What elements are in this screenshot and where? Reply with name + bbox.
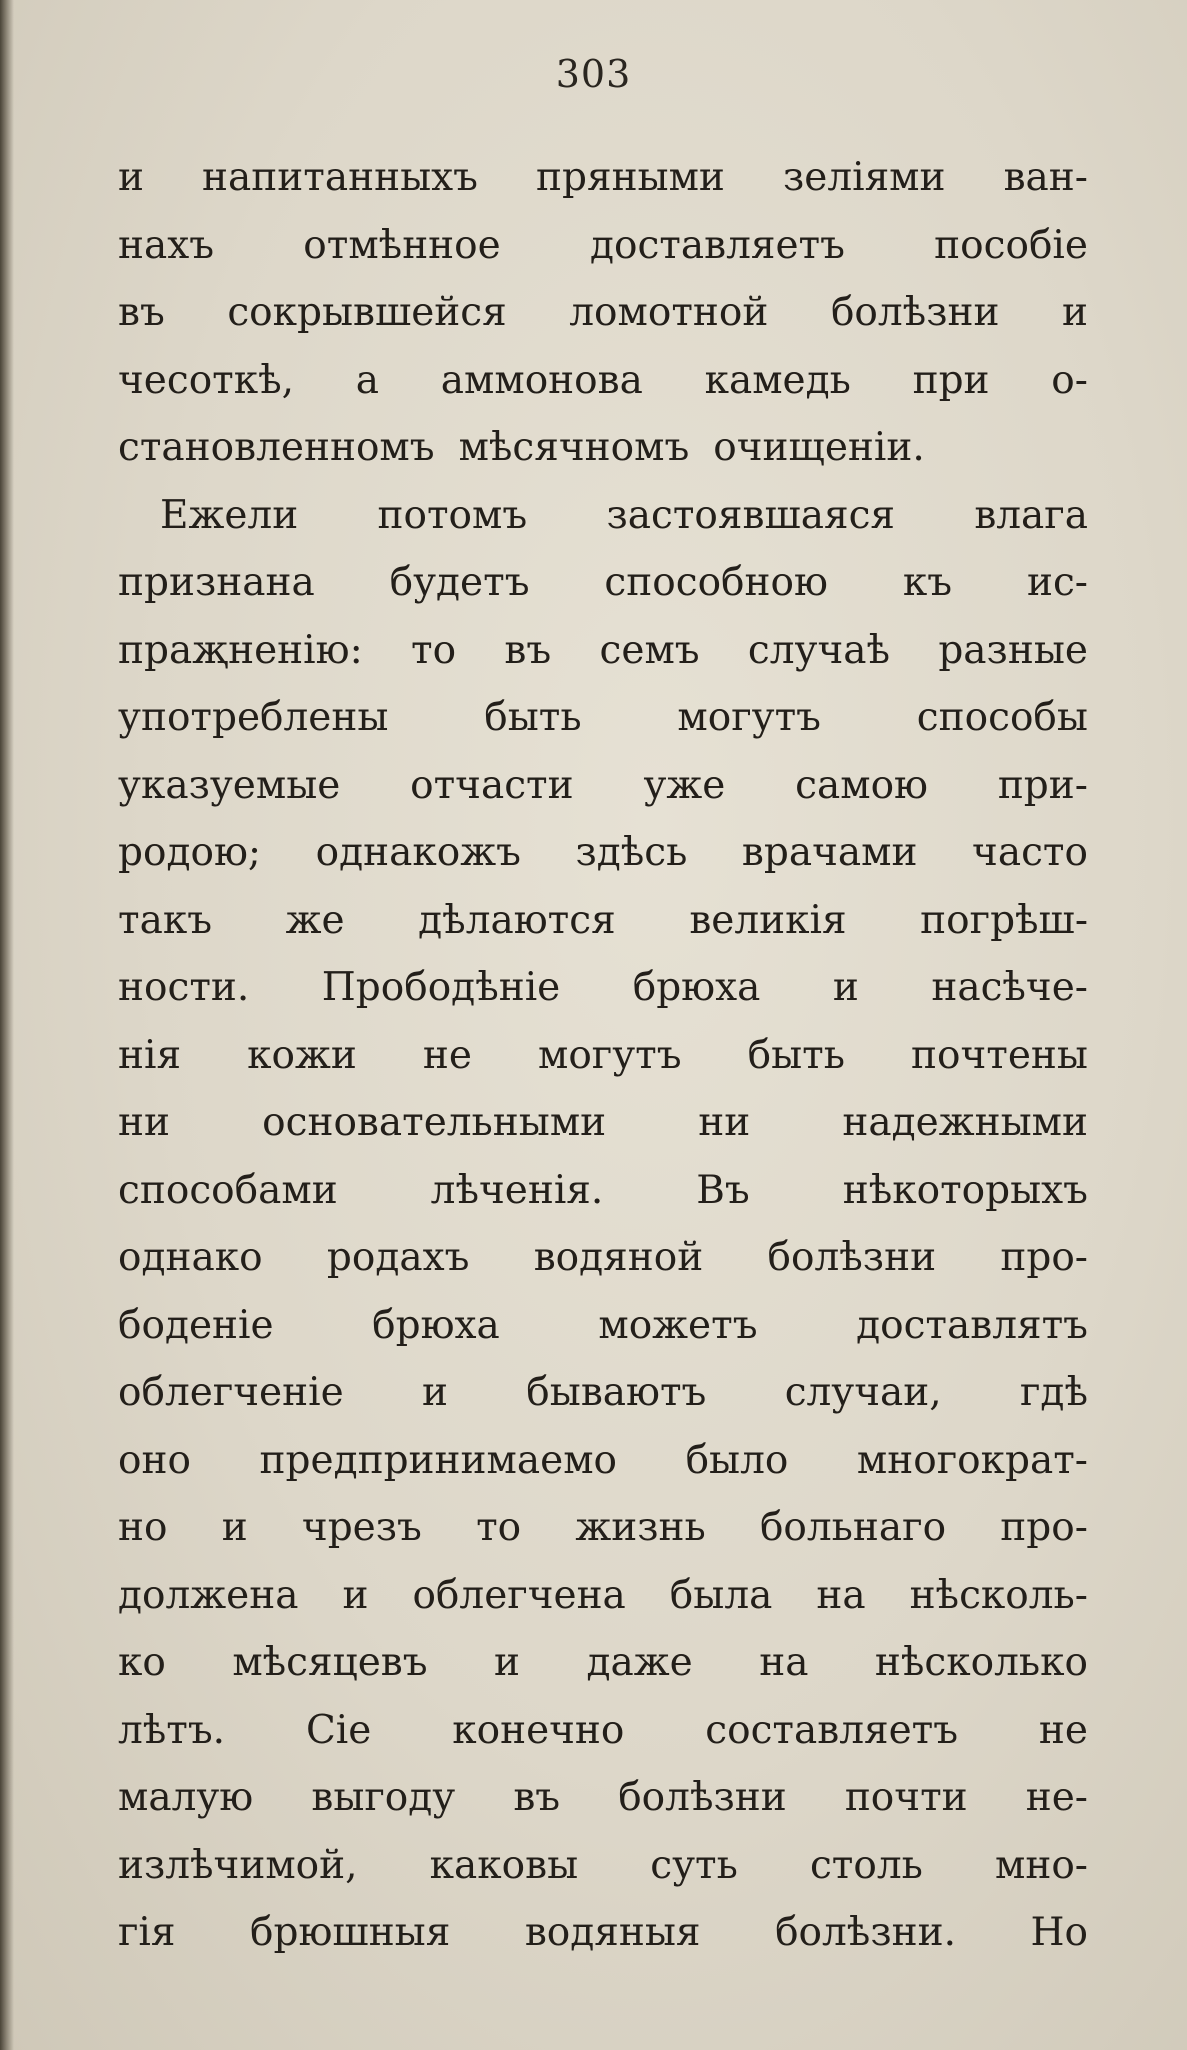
word: не (422, 1032, 472, 1078)
word: облегченіе (118, 1370, 344, 1415)
word: же (285, 897, 345, 943)
word: великія (689, 897, 847, 943)
text-line (118, 819, 1088, 887)
word: потомъ (377, 492, 528, 538)
word: и (421, 1370, 448, 1415)
word: нахъ (118, 222, 215, 268)
word: и (494, 1640, 521, 1685)
word: Въ (696, 1167, 750, 1213)
word: ломотной (569, 290, 769, 335)
word: столь (809, 1842, 923, 1888)
word: на (759, 1640, 809, 1685)
word: можетъ (598, 1302, 758, 1348)
word: многократ- (856, 1437, 1088, 1483)
text-line (118, 1022, 1088, 1090)
text-line (118, 1224, 1088, 1292)
word: могутъ (677, 695, 821, 740)
word: на (816, 1572, 866, 1618)
word: должена (118, 1572, 299, 1618)
word: и (342, 1572, 369, 1618)
word: нѣсколь- (909, 1572, 1088, 1618)
word: сокрывшейся (227, 290, 507, 335)
word: почти (844, 1775, 968, 1820)
word: было (685, 1437, 789, 1483)
word: Но (1030, 1910, 1088, 1955)
text-line (118, 1832, 1088, 1900)
word: о- (1051, 357, 1088, 403)
word: употреблены (118, 695, 389, 740)
word: часто (972, 830, 1088, 875)
word: праҗненію: (118, 627, 363, 673)
word: нѣкоторыхъ (842, 1167, 1088, 1213)
word: случаи, (784, 1370, 942, 1415)
word: застоявшаяся (606, 492, 896, 538)
word: будетъ (389, 560, 530, 605)
word: нѣсколько (874, 1640, 1088, 1685)
word: не- (1025, 1775, 1088, 1820)
binding-shadow (0, 0, 14, 2050)
word: пряными (536, 155, 725, 200)
text-line (118, 1427, 1088, 1495)
word: составляетъ (705, 1707, 959, 1753)
word: то (411, 627, 457, 673)
word: жизнь (575, 1505, 706, 1550)
word: при (912, 357, 990, 403)
word: напитанныхъ (202, 155, 478, 200)
word: влага (974, 492, 1088, 538)
word: и (832, 965, 859, 1010)
body-text (118, 144, 1088, 1967)
text-line (118, 1764, 1088, 1832)
word: про- (1000, 1235, 1088, 1280)
word: мно- (994, 1842, 1088, 1888)
word: отчасти (410, 762, 574, 808)
word: ни (698, 1100, 751, 1145)
word: пособіе (934, 222, 1088, 268)
word: водяныя (524, 1910, 701, 1955)
word: излѣчимой, (118, 1842, 358, 1888)
word: Прободѣніе (321, 965, 561, 1010)
word: мѣсячномъ (458, 425, 690, 470)
word: ко (118, 1640, 166, 1685)
word: не (1038, 1707, 1088, 1753)
word: и (1061, 290, 1088, 335)
word: чрезъ (301, 1505, 422, 1550)
text-line (118, 752, 1088, 820)
word: быть (484, 695, 582, 740)
text-line (118, 887, 1088, 955)
text-line (118, 1359, 1088, 1427)
word: семъ (599, 627, 700, 673)
word: зеліями (782, 155, 946, 200)
word: гдѣ (1020, 1370, 1088, 1415)
word: брюха (372, 1302, 500, 1348)
word: здѣсь (575, 830, 688, 875)
word: признана (118, 560, 315, 605)
word: способною (604, 560, 828, 605)
word: ни (118, 1100, 170, 1145)
word: однако (118, 1235, 263, 1280)
word: такъ (118, 897, 213, 943)
text-line (118, 482, 1088, 550)
word: оно (118, 1437, 191, 1483)
text-line (118, 954, 1088, 1022)
word: случаѣ (747, 627, 891, 673)
word: самою (795, 762, 929, 808)
word: доставлятъ (856, 1302, 1088, 1348)
word: лѣтъ. (118, 1707, 226, 1753)
word: болѣзни. (775, 1910, 956, 1955)
text-line (118, 1292, 1088, 1360)
word: кожи (247, 1032, 357, 1078)
word: то (476, 1505, 522, 1550)
text-line (118, 212, 1088, 280)
word: могутъ (537, 1032, 682, 1078)
word: способами (118, 1167, 338, 1213)
word: болѣзни (767, 1235, 937, 1280)
word: Сіе (305, 1707, 372, 1753)
word: ис- (1026, 560, 1088, 605)
word: боденіе (118, 1302, 274, 1348)
word: въ (504, 627, 552, 673)
word: про- (1000, 1505, 1088, 1550)
word: предпринимаемо (259, 1437, 618, 1483)
page-number: 303 (555, 52, 632, 96)
word: выгоду (311, 1775, 456, 1820)
text-line (118, 1629, 1088, 1697)
word: при- (997, 762, 1088, 808)
word: и (221, 1505, 248, 1550)
word: камедь (704, 357, 851, 403)
text-line (118, 1899, 1088, 1967)
text-line (118, 279, 1088, 347)
word: даже (586, 1640, 693, 1685)
word: насѣче- (931, 965, 1088, 1010)
word: болѣзни (618, 1775, 787, 1820)
word: водяной (533, 1235, 704, 1280)
word: была (669, 1572, 773, 1618)
word: надежными (842, 1100, 1088, 1145)
word: врачами (741, 830, 918, 875)
word: къ (902, 560, 953, 605)
word: каковы (429, 1842, 579, 1888)
word: быть (747, 1032, 845, 1078)
text-line (118, 1562, 1088, 1630)
text-line (118, 1157, 1088, 1225)
text-line (118, 1089, 1088, 1157)
word: уже (643, 762, 726, 808)
word: аммонова (440, 357, 643, 403)
word: указуемые (118, 762, 341, 808)
word: въ (118, 290, 165, 335)
word: болѣзни (830, 290, 1000, 335)
word: нія (118, 1032, 182, 1078)
word: почтены (910, 1032, 1088, 1078)
word: отмѣнное (303, 222, 501, 268)
text-line (118, 414, 1088, 482)
word: конечно (452, 1707, 625, 1753)
word: доставляетъ (589, 222, 845, 268)
word: малую (118, 1775, 254, 1820)
word: разные (938, 627, 1088, 673)
word: облегчена (412, 1572, 626, 1618)
word: брюшныя (250, 1910, 451, 1955)
word: чесоткѣ, (118, 357, 295, 403)
text-line (118, 617, 1088, 685)
word: погрѣш- (920, 897, 1088, 943)
word: но (118, 1505, 168, 1550)
word: суть (650, 1842, 738, 1888)
word: а (355, 357, 380, 403)
word: становленномъ (118, 425, 435, 470)
word: бываютъ (526, 1370, 707, 1415)
text-line (118, 347, 1088, 415)
word: брюха (632, 965, 761, 1010)
word: Ежели (160, 492, 299, 538)
word: гія (118, 1910, 176, 1955)
word: больнаго (759, 1505, 947, 1550)
word: мѣсяцевъ (232, 1640, 428, 1685)
word: очищеніи. (713, 425, 925, 470)
text-line (118, 1494, 1088, 1562)
word: ности. (118, 965, 250, 1010)
word: родахъ (326, 1235, 470, 1280)
word: въ (513, 1775, 561, 1820)
word: основательными (262, 1100, 607, 1145)
text-line (118, 1697, 1088, 1765)
word: способы (916, 695, 1088, 740)
word: лѣченія. (430, 1167, 604, 1213)
word: дѣлаются (418, 897, 616, 943)
word: родою; (118, 830, 262, 875)
text-line (118, 144, 1088, 212)
word: однакожъ (315, 830, 521, 875)
word: ван- (1003, 155, 1088, 200)
text-line (118, 549, 1088, 617)
text-line (118, 684, 1088, 752)
word: и (118, 155, 144, 200)
